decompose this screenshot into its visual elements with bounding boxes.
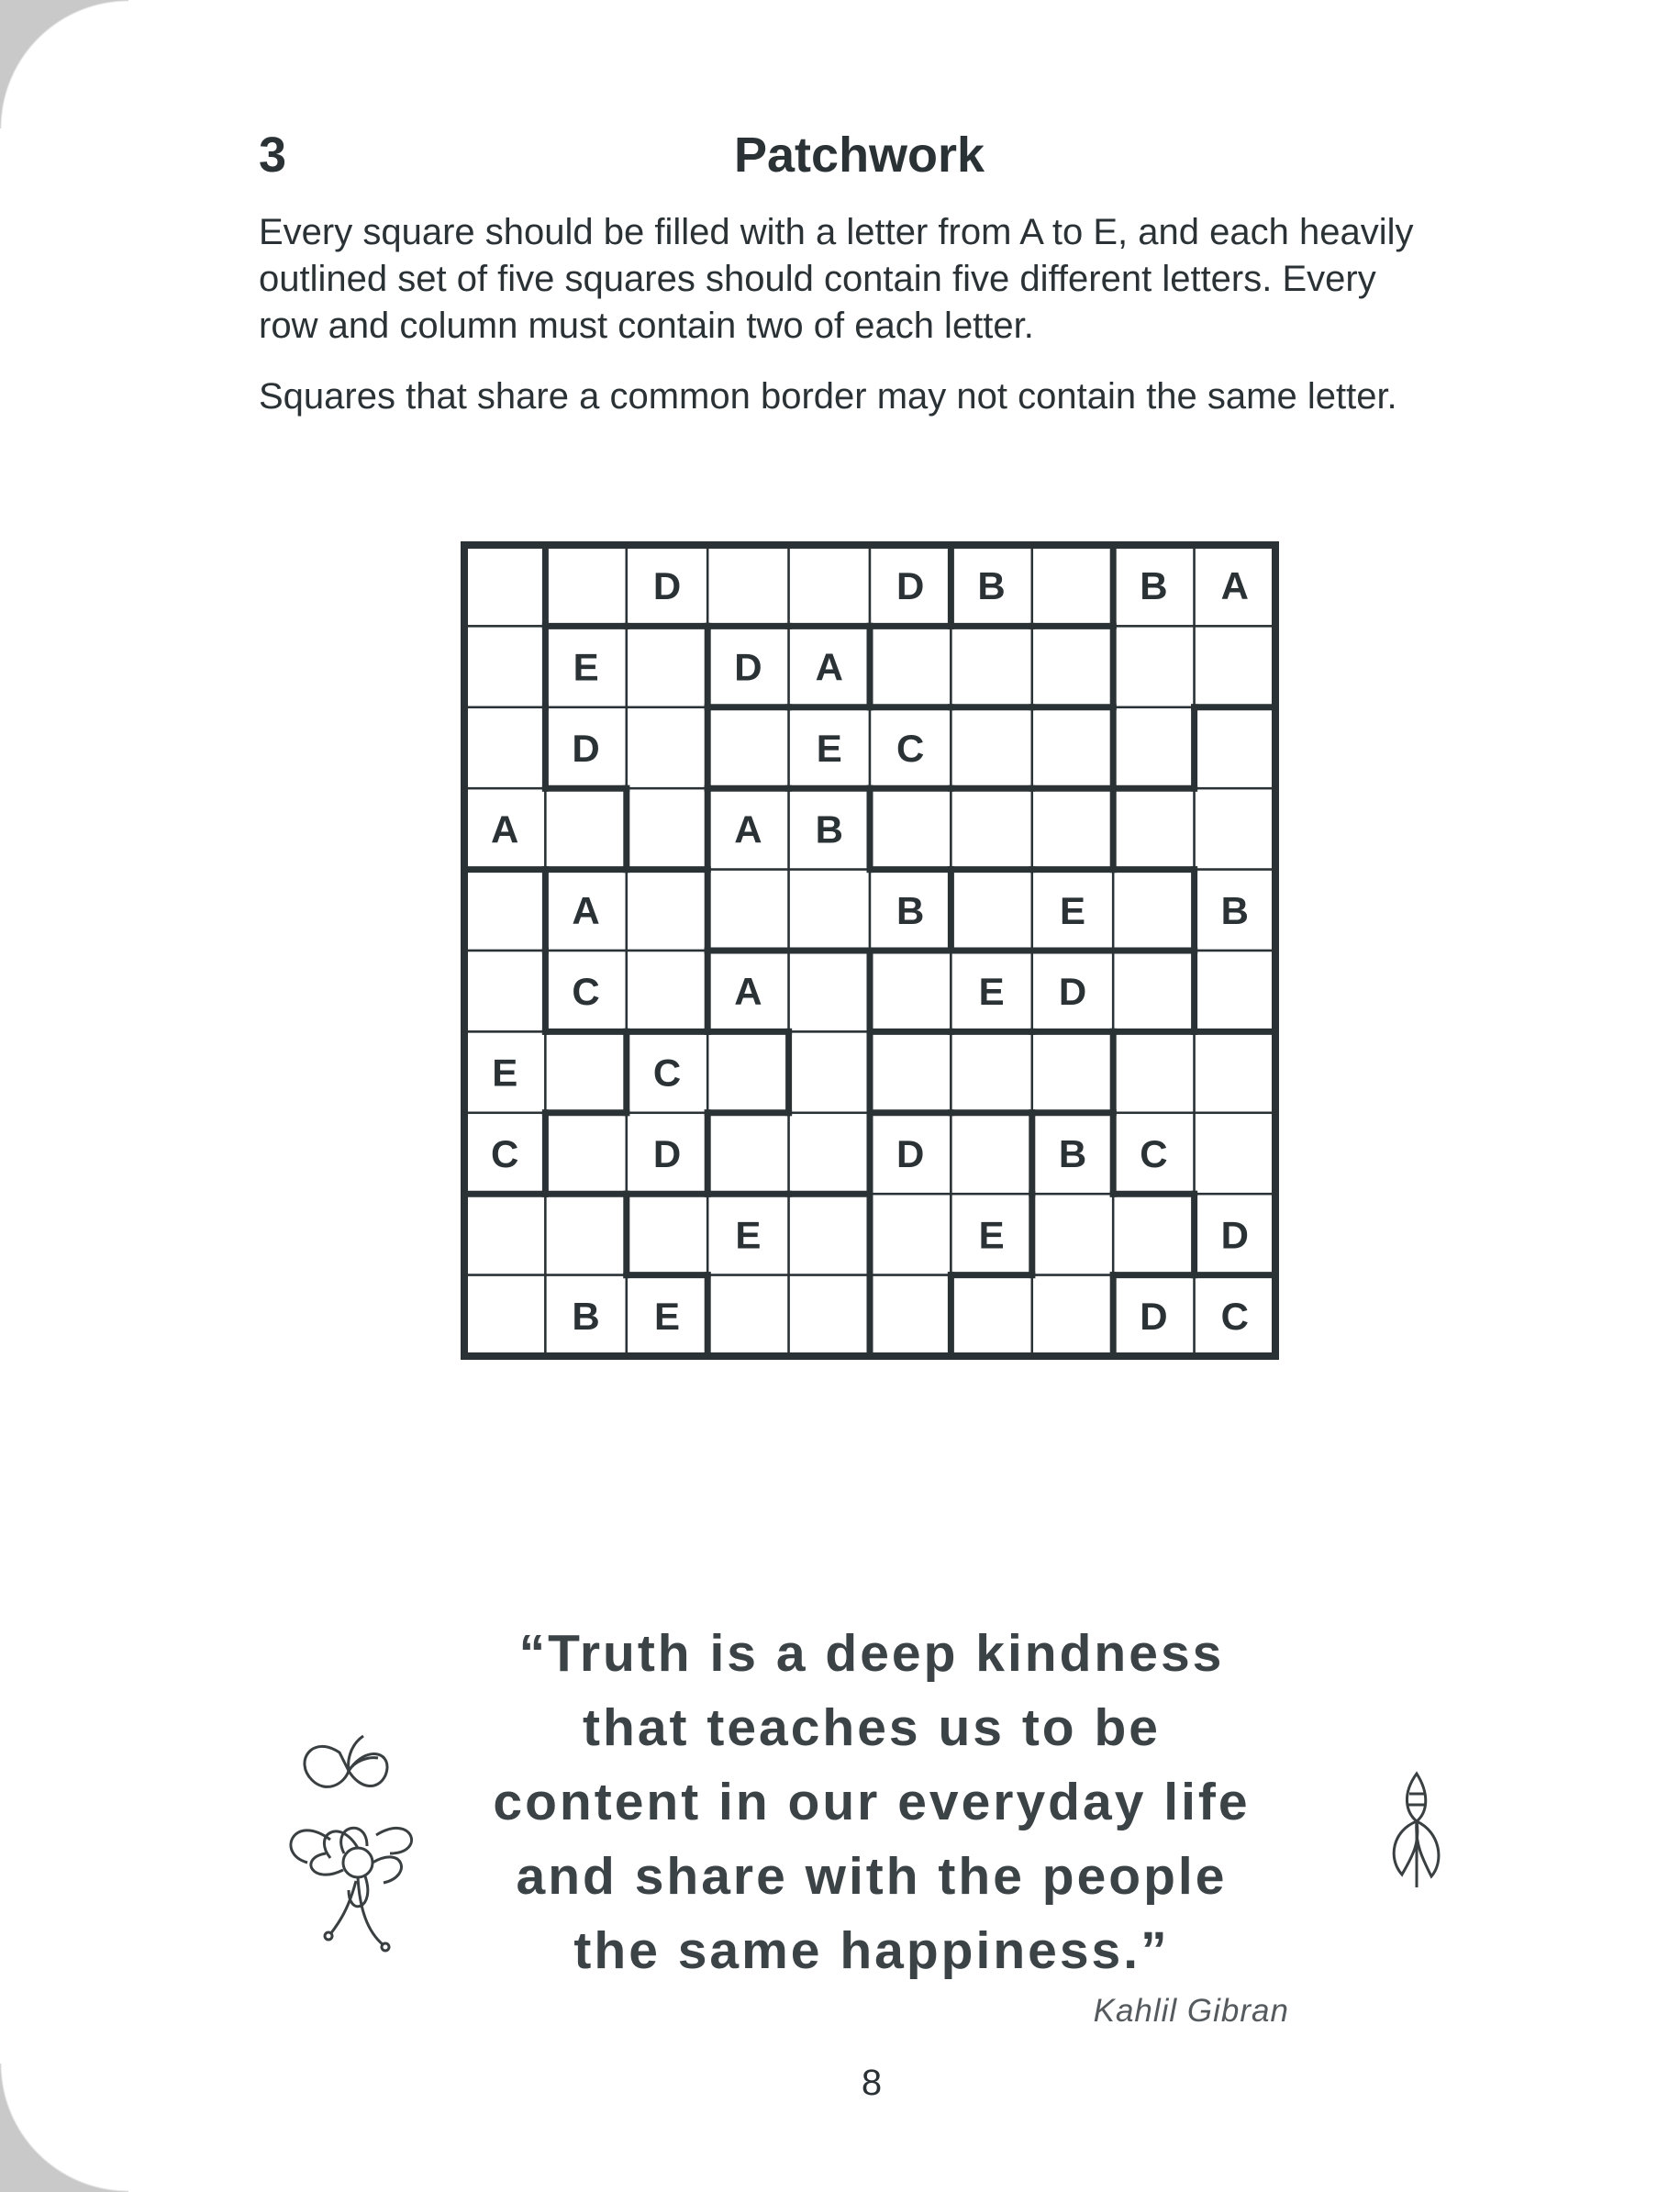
leaf-sprout-doodle-icon — [1384, 1766, 1448, 1899]
page-number: 8 — [861, 2063, 883, 2103]
grid-cell[interactable] — [464, 1275, 545, 1356]
grid-cell[interactable] — [951, 1113, 1031, 1194]
grid-letter: C — [491, 1132, 519, 1175]
page-corner-shadow — [0, 2064, 128, 2192]
grid-letter: A — [815, 645, 843, 689]
grid-letter: D — [652, 564, 682, 608]
grid-cell[interactable] — [1032, 1031, 1113, 1112]
grid-letter: B — [1058, 1132, 1087, 1175]
grid-letter: D — [1058, 970, 1087, 1014]
grid-cell[interactable] — [951, 1031, 1031, 1112]
grid-letter: D — [1140, 1294, 1168, 1338]
grid-cell[interactable] — [545, 1031, 626, 1112]
grid-cell[interactable] — [464, 870, 545, 951]
grid-cell[interactable] — [627, 1194, 707, 1274]
grid-letter: E — [573, 645, 599, 689]
grid-letter: A — [572, 888, 600, 932]
quote-line: the same happiness.” — [573, 1921, 1170, 1980]
grid-cell[interactable] — [1113, 626, 1194, 707]
grid-cell[interactable] — [1113, 870, 1194, 951]
quote-line: that teaches us to be — [583, 1698, 1161, 1757]
quote-line: content in our everyday life — [493, 1773, 1251, 1831]
grid-letter: A — [1220, 564, 1249, 608]
grid-letter: B — [896, 888, 925, 932]
grid-cell[interactable] — [1195, 626, 1275, 707]
grid-cell[interactable] — [951, 707, 1031, 788]
grid-letter: C — [652, 1051, 682, 1095]
grid-cell[interactable] — [870, 1275, 951, 1356]
grid-letter: E — [978, 970, 1005, 1014]
instructions — [259, 209, 1415, 444]
grid-letter: D — [734, 645, 762, 689]
grid-cell[interactable] — [789, 870, 870, 951]
grid-cell[interactable] — [707, 1031, 788, 1112]
quote-line: “Truth is a deep kindness — [518, 1624, 1225, 1683]
grid-cell[interactable] — [1113, 1031, 1194, 1112]
grid-cell[interactable] — [1195, 707, 1275, 788]
grid-cell[interactable] — [627, 788, 707, 869]
instruction-paragraph: Squares that share a common border may not contain the same letter. — [259, 376, 1397, 417]
grid-cell[interactable] — [1032, 626, 1113, 707]
quote-line: and share with the people — [516, 1847, 1228, 1906]
grid-letter: D — [652, 1132, 682, 1175]
grid-cell[interactable] — [1113, 951, 1194, 1031]
grid-letter: B — [572, 1294, 600, 1338]
grid-letter: E — [978, 1213, 1005, 1257]
grid-cell[interactable] — [870, 626, 951, 707]
grid-cell[interactable] — [627, 951, 707, 1031]
grid-cell[interactable] — [1113, 707, 1194, 788]
grid-cell[interactable] — [1032, 1275, 1113, 1356]
grid-letter: E — [735, 1213, 762, 1257]
grid-letter: D — [896, 564, 925, 608]
grid-cell[interactable] — [464, 626, 545, 707]
puzzle-number: 3 — [259, 128, 287, 183]
grid-letter: B — [977, 564, 1006, 608]
grid-cell[interactable] — [1195, 951, 1275, 1031]
patchwork-grid-svg — [459, 540, 1281, 1362]
grid-cell[interactable] — [545, 1113, 626, 1194]
grid-letter: E — [492, 1051, 518, 1095]
grid-letter: D — [572, 727, 600, 770]
grid-letter: A — [491, 807, 519, 851]
grid-cell[interactable] — [789, 1031, 870, 1112]
grid-cell[interactable] — [464, 1194, 545, 1274]
grid-letter: A — [734, 970, 762, 1014]
grid-cell[interactable] — [789, 1113, 870, 1194]
grid-cell[interactable] — [464, 707, 545, 788]
grid-letter: B — [1220, 888, 1249, 932]
instruction-paragraph: Every square should be filled with a letter from A to E, and each heavily outlined set of five squares should contain five different letters. Every row and column must contain two of each letter. — [259, 212, 1414, 346]
grid-letter: E — [653, 1294, 681, 1338]
grid-cell[interactable] — [707, 545, 788, 626]
grid-cell[interactable] — [870, 788, 951, 869]
grid-letter: E — [1059, 888, 1086, 932]
grid-cell[interactable] — [1032, 545, 1113, 626]
grid-cell[interactable] — [870, 1031, 951, 1112]
grid-cell[interactable] — [789, 1275, 870, 1356]
grid-letter: D — [1220, 1213, 1249, 1257]
grid-letter: D — [896, 1132, 925, 1175]
grid-cell[interactable] — [707, 1113, 788, 1194]
grid-cell[interactable] — [627, 707, 707, 788]
grid-cell[interactable] — [951, 788, 1031, 869]
grid-cell[interactable] — [627, 870, 707, 951]
grid-cell[interactable] — [951, 626, 1031, 707]
grid-cell[interactable] — [1032, 707, 1113, 788]
grid-cell[interactable] — [1113, 1194, 1194, 1274]
grid-cell[interactable] — [951, 1275, 1031, 1356]
quote-author: Kahlil Gibran — [1093, 1993, 1289, 2029]
grid-letter: C — [896, 727, 925, 770]
grid-cell[interactable] — [1032, 788, 1113, 869]
grid-cell[interactable] — [707, 707, 788, 788]
grid-cell[interactable] — [707, 1275, 788, 1356]
quote — [404, 1617, 1340, 1988]
grid-letter: E — [816, 727, 842, 770]
grid-letter: B — [1140, 564, 1168, 608]
grid-letter: C — [1140, 1132, 1168, 1175]
grid-letter: C — [572, 970, 600, 1014]
grid-cell[interactable] — [1032, 1194, 1113, 1274]
grid-cell[interactable] — [1195, 1113, 1275, 1194]
grid-cell[interactable] — [1113, 788, 1194, 869]
grid-cell[interactable] — [464, 545, 545, 626]
puzzle-title: Patchwork — [734, 128, 985, 183]
patchwork-grid — [459, 540, 1281, 1362]
grid-letter: C — [1220, 1294, 1249, 1338]
grid-cell[interactable] — [789, 1194, 870, 1274]
grid-cell[interactable] — [627, 626, 707, 707]
grid-letter: B — [815, 807, 843, 851]
grid-cell[interactable] — [789, 951, 870, 1031]
grid-cell[interactable] — [870, 1194, 951, 1274]
grid-cell[interactable] — [789, 545, 870, 626]
page-corner-shadow — [0, 0, 128, 128]
grid-cell[interactable] — [1195, 788, 1275, 869]
grid-cell[interactable] — [707, 870, 788, 951]
grid-cell[interactable] — [545, 545, 626, 626]
butterfly-flower-doodle-icon — [275, 1725, 431, 1959]
grid-cell[interactable] — [1195, 1031, 1275, 1112]
grid-cell[interactable] — [545, 788, 626, 869]
grid-cell[interactable] — [464, 951, 545, 1031]
grid-cell[interactable] — [545, 1194, 626, 1274]
grid-cell[interactable] — [870, 951, 951, 1031]
grid-letter: A — [734, 807, 762, 851]
grid-cell[interactable] — [951, 870, 1031, 951]
